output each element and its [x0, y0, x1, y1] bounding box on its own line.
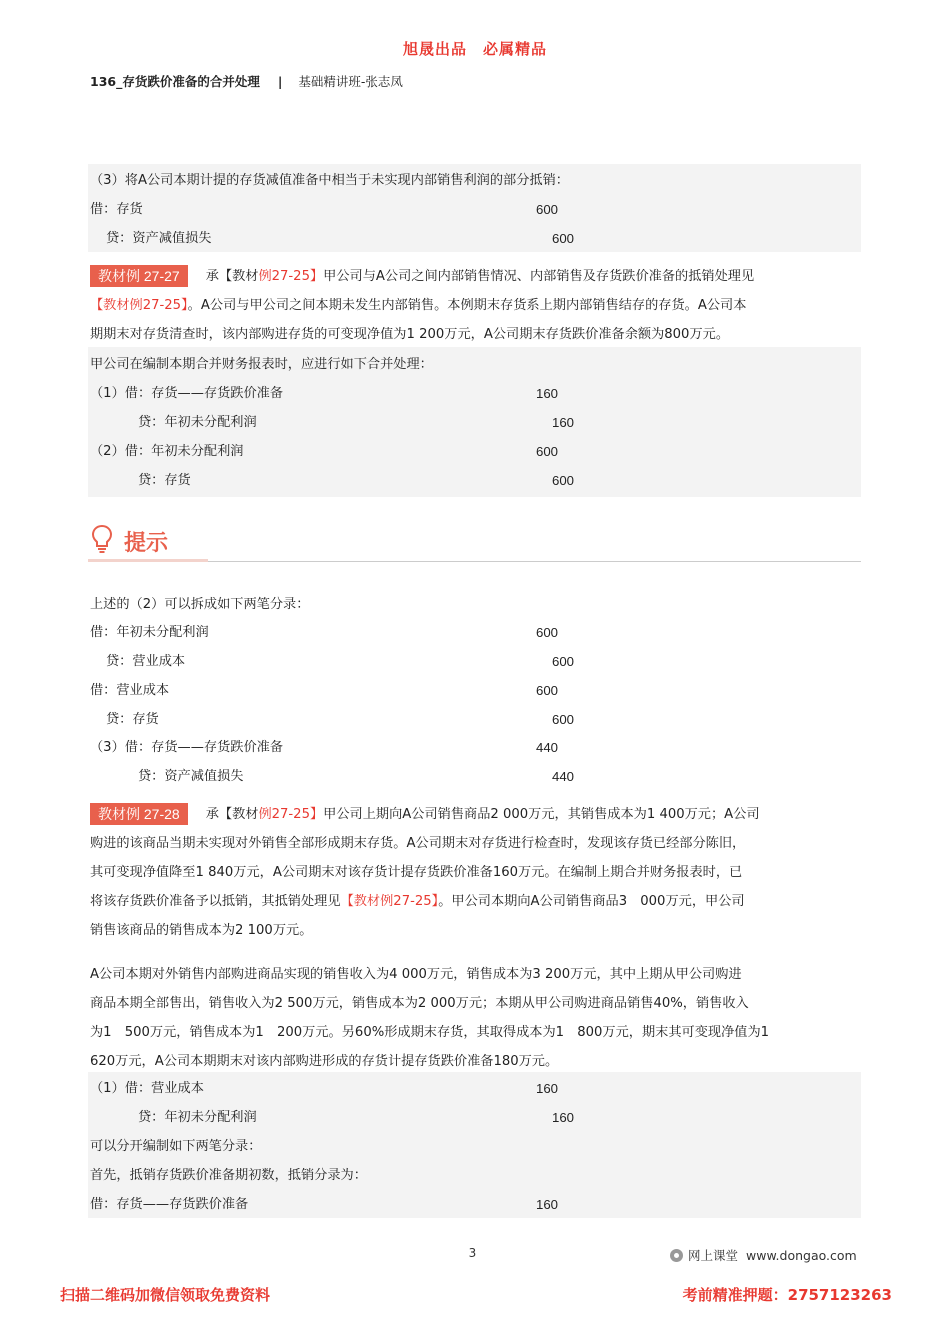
tip-title: 提示: [124, 529, 169, 556]
journal-entry-amount: 440: [552, 769, 575, 784]
example-27-28-line1: [90, 800, 860, 829]
journal-entry-amount: 160: [536, 1197, 559, 1212]
explanation-text: 可以分开编制如下两笔分录：: [90, 1139, 262, 1154]
journal-entry-text: 贷：营业成本: [106, 654, 186, 669]
example-badge: 教材例 27-28: [90, 803, 188, 825]
example-27-28-detail1: A公司本期对外销售内部购进商品实现的销售收入为4 000万元，销售成本为3 200万元，其中上期从甲公司购进: [90, 967, 742, 982]
example-27-27-line1: [90, 262, 860, 291]
chapter-title: 136_存货跌价准备的合并处理: [90, 74, 260, 89]
header-separator: |: [277, 74, 283, 89]
text-run: 甲公司上期向A公司销售商品2 000万元，其销售成本为1 400万元；A公司: [323, 807, 760, 822]
text-run: 承【教材: [205, 807, 259, 822]
footer-promo-left: 扫描二维码加微信领取免费资料: [60, 1286, 271, 1304]
example-badge: 教材例 27-27: [90, 265, 188, 287]
journal-entry-text: （3）借：存货——存货跌价准备: [90, 740, 284, 755]
journal-entry-text: 贷：资产减值损失: [138, 769, 244, 784]
text-run: 将该存货跌价准备予以抵销，其抵销处理见: [90, 894, 341, 909]
journal-entry-amount: 600: [536, 202, 559, 217]
journal-entry-amount: 600: [536, 444, 559, 459]
example-27-28-line3: 其可变现净值降至1 840万元，A公司期末对该存货计提存货跌价准备160万元。在编制上期合并财务报表时，已: [90, 865, 743, 880]
example-27-28-line5: 销售该商品的销售成本为2 100万元。: [90, 923, 313, 938]
journal-entry-text: （1）借：存货——存货跌价准备: [90, 386, 284, 401]
example-27-28-line4: [90, 887, 860, 916]
journal-entry-amount: 160: [536, 1081, 559, 1096]
course-name: 基础精讲班-张志凤: [298, 74, 403, 89]
journal-entry-amount: 600: [552, 231, 575, 246]
journal-entry-text: （2）借：年初未分配利润: [90, 444, 244, 459]
journal-entry-text: 借：存货——存货跌价准备: [90, 1197, 249, 1212]
site-logo-icon: [670, 1249, 683, 1262]
explanation-text: 首先，抵销存货跌价准备期初数，抵销分录为：: [90, 1168, 367, 1183]
tip-heading: [90, 524, 168, 558]
text-run: 。A公司与甲公司之间本期未发生内部销售。本例期末存货系上期内部销售结存的存货。A公司本: [187, 298, 747, 313]
journal-entry-text: 贷：资产减值损失: [106, 231, 212, 246]
journal-entry-amount: 600: [552, 473, 575, 488]
tip-intro: 上述的（2）可以拆成如下两笔分录：: [90, 597, 310, 612]
site-brand[interactable]: [670, 1246, 857, 1264]
journal-entry-text: （1）借：营业成本: [90, 1081, 204, 1096]
chapter-header: [90, 72, 403, 90]
example-27-27-lead: 甲公司在编制本期合并财务报表时，应进行如下合并处理：: [90, 357, 433, 372]
example-27-27-line2: [90, 291, 860, 320]
site-name: 网上课堂: [688, 1248, 739, 1263]
block1-intro: （3）将A公司本期计提的存货减值准备中相当于未实现内部销售利润的部分抵销：: [90, 173, 569, 188]
tip-divider-accent: [88, 559, 208, 562]
journal-entry-amount: 600: [536, 625, 559, 640]
journal-entry-text: 贷：存货: [138, 473, 191, 488]
journal-entry-amount: 160: [552, 415, 575, 430]
journal-entry-amount: 600: [552, 712, 575, 727]
example-reference: 【教材例27-25】: [90, 298, 188, 313]
journal-entry-amount: 160: [552, 1110, 575, 1125]
journal-entry-text: 借：存货: [90, 202, 143, 217]
example-27-28-detail3: 为1 500万元，销售成本为1 200万元。另60%形成期末存货，其取得成本为1 800万元，期末其可变现净值为1: [90, 1025, 770, 1040]
site-url[interactable]: www.dongao.com: [746, 1247, 857, 1263]
journal-entry-amount: 600: [536, 683, 559, 698]
journal-entry-text: 贷：年初未分配利润: [138, 1110, 257, 1125]
example-reference: 例27-25】: [258, 807, 324, 822]
example-27-28-detail4: 620万元，A公司本期期末对该内部购进形成的存货计提存货跌价准备180万元。: [90, 1054, 559, 1069]
example-27-28-detail2: 商品本期全部售出，销售收入为2 500万元，销售成本为2 000万元；本期从甲公司购进商品销售40%，销售收入: [90, 996, 749, 1011]
example-27-27-line3: 期期末对存货清查时，该内部购进存货的可变现净值为1 200万元，A公司期末存货跌价准备余额为800万元。: [90, 327, 730, 342]
text-run: 。甲公司本期向A公司销售商品3 000万元，甲公司: [438, 894, 745, 909]
journal-entry-amount: 600: [552, 654, 575, 669]
journal-entry-text: 贷：年初未分配利润: [138, 415, 257, 430]
journal-entry-amount: 440: [536, 740, 559, 755]
footer-promo-right: 考前精准押题：2757123263: [682, 1286, 892, 1304]
journal-entry-text: 借：年初未分配利润: [90, 625, 209, 640]
example-reference: 例27-25】: [258, 269, 324, 284]
brand-slogan: 旭晟出品 必属精品: [402, 40, 547, 58]
page-number: 3: [468, 1246, 477, 1260]
lightbulb-icon: [90, 524, 114, 558]
text-run: 承【教材: [205, 269, 259, 284]
example-27-28-line2: 购进的该商品当期未实现对外销售全部形成期末存货。A公司期末对存货进行检查时，发现该存货已经部分陈旧，: [90, 836, 746, 851]
journal-entry-amount: 160: [536, 386, 559, 401]
text-run: 甲公司与A公司之间内部销售情况、内部销售及存货跌价准备的抵销处理见: [323, 269, 755, 284]
journal-entry-text: 贷：存货: [106, 712, 159, 727]
example-reference: 【教材例27-25】: [340, 894, 439, 909]
journal-entry-text: 借：营业成本: [90, 683, 170, 698]
